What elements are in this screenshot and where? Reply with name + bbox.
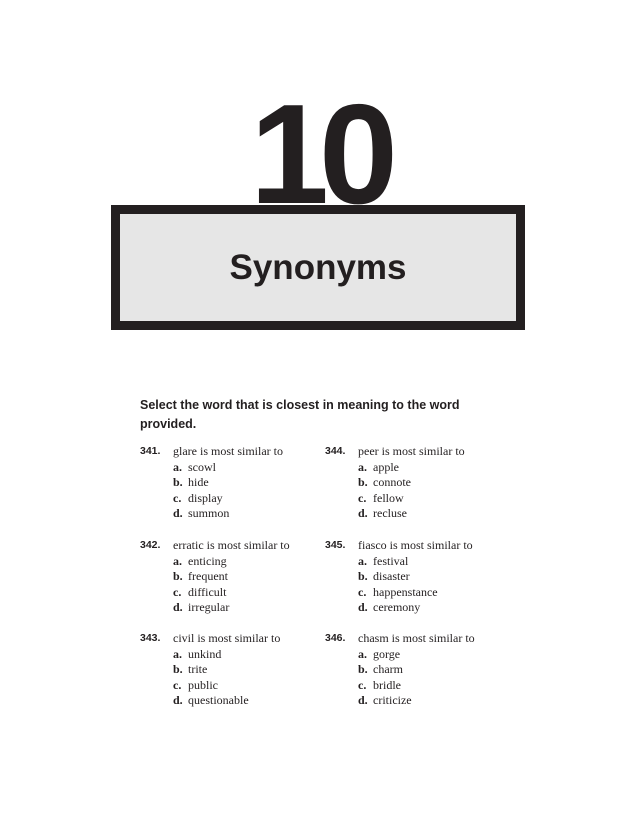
question-stem: civil is most similar to (173, 631, 281, 645)
option-text: festival (373, 553, 409, 568)
option-letter: b. (173, 662, 183, 677)
option-text: apple (373, 459, 399, 474)
option-c (358, 491, 404, 507)
option-text: frequent (188, 569, 228, 584)
option-text: hide (188, 475, 209, 490)
option-text: fellow (373, 490, 404, 505)
option-b (358, 662, 403, 678)
option-letter: d. (358, 600, 368, 615)
question-number: 345. (325, 539, 346, 551)
chapter-title: Synonyms (229, 248, 407, 287)
option-text: enticing (188, 553, 227, 568)
option-c (358, 585, 438, 601)
option-letter: b. (173, 569, 183, 584)
question-stem: glare is most similar to (173, 444, 283, 458)
option-b (173, 662, 207, 678)
option-letter: a. (173, 553, 182, 568)
question-stem: fiasco is most similar to (358, 538, 473, 552)
option-letter: b. (358, 475, 368, 490)
option-letter: c. (358, 677, 367, 692)
option-letter: b. (358, 569, 368, 584)
option-d (173, 693, 249, 709)
option-letter: b. (358, 662, 368, 677)
option-d (358, 506, 407, 522)
option-text: display (188, 490, 223, 505)
option-text: ceremony (373, 600, 421, 615)
option-text: unkind (188, 646, 222, 661)
option-letter: a. (173, 646, 182, 661)
option-a (173, 554, 227, 570)
option-letter: c. (358, 490, 367, 505)
option-a (173, 460, 216, 476)
question-number: 343. (140, 632, 161, 644)
question-number: 342. (140, 539, 161, 551)
option-letter: c. (173, 584, 182, 599)
question-number: 346. (325, 632, 346, 644)
question-number: 344. (325, 445, 346, 457)
option-a (358, 647, 400, 663)
option-text: summon (188, 506, 230, 521)
option-a (358, 460, 399, 476)
option-b (358, 569, 410, 585)
option-text: questionable (188, 693, 249, 708)
option-text: connote (373, 475, 411, 490)
option-text: irregular (188, 600, 230, 615)
option-a (173, 647, 221, 663)
option-letter: b. (173, 475, 183, 490)
option-c (173, 585, 226, 601)
option-letter: c. (173, 490, 182, 505)
option-c (358, 678, 401, 694)
question-stem: peer is most similar to (358, 444, 465, 458)
option-text: public (188, 677, 218, 692)
option-letter: c. (358, 584, 367, 599)
option-letter: d. (358, 693, 368, 708)
option-b (173, 569, 228, 585)
option-text: bridle (373, 677, 401, 692)
option-d (173, 506, 229, 522)
option-text: charm (373, 662, 403, 677)
option-letter: a. (358, 459, 367, 474)
question-number: 341. (140, 445, 161, 457)
option-text: difficult (188, 584, 227, 599)
option-text: trite (188, 662, 208, 677)
option-letter: a. (358, 553, 367, 568)
option-text: gorge (373, 646, 401, 661)
option-letter: d. (358, 506, 368, 521)
option-d (358, 600, 420, 616)
option-b (173, 475, 209, 491)
option-text: disaster (373, 569, 410, 584)
option-b (358, 475, 411, 491)
option-letter: a. (358, 646, 367, 661)
option-letter: c. (173, 677, 182, 692)
question-stem: erratic is most similar to (173, 538, 290, 552)
option-c (173, 491, 223, 507)
question-stem: chasm is most similar to (358, 631, 475, 645)
option-letter: a. (173, 459, 182, 474)
option-text: scowl (188, 459, 216, 474)
option-d (173, 600, 229, 616)
option-letter: d. (173, 600, 183, 615)
option-text: criticize (373, 693, 412, 708)
option-text: happenstance (373, 584, 438, 599)
option-letter: d. (173, 506, 183, 521)
option-c (173, 678, 218, 694)
option-text: recluse (373, 506, 407, 521)
chapter-number: 10 (250, 75, 388, 234)
option-a (358, 554, 408, 570)
option-letter: d. (173, 693, 183, 708)
instructions: Select the word that is closest in meaning to the word provided. (140, 398, 460, 431)
option-d (358, 693, 412, 709)
